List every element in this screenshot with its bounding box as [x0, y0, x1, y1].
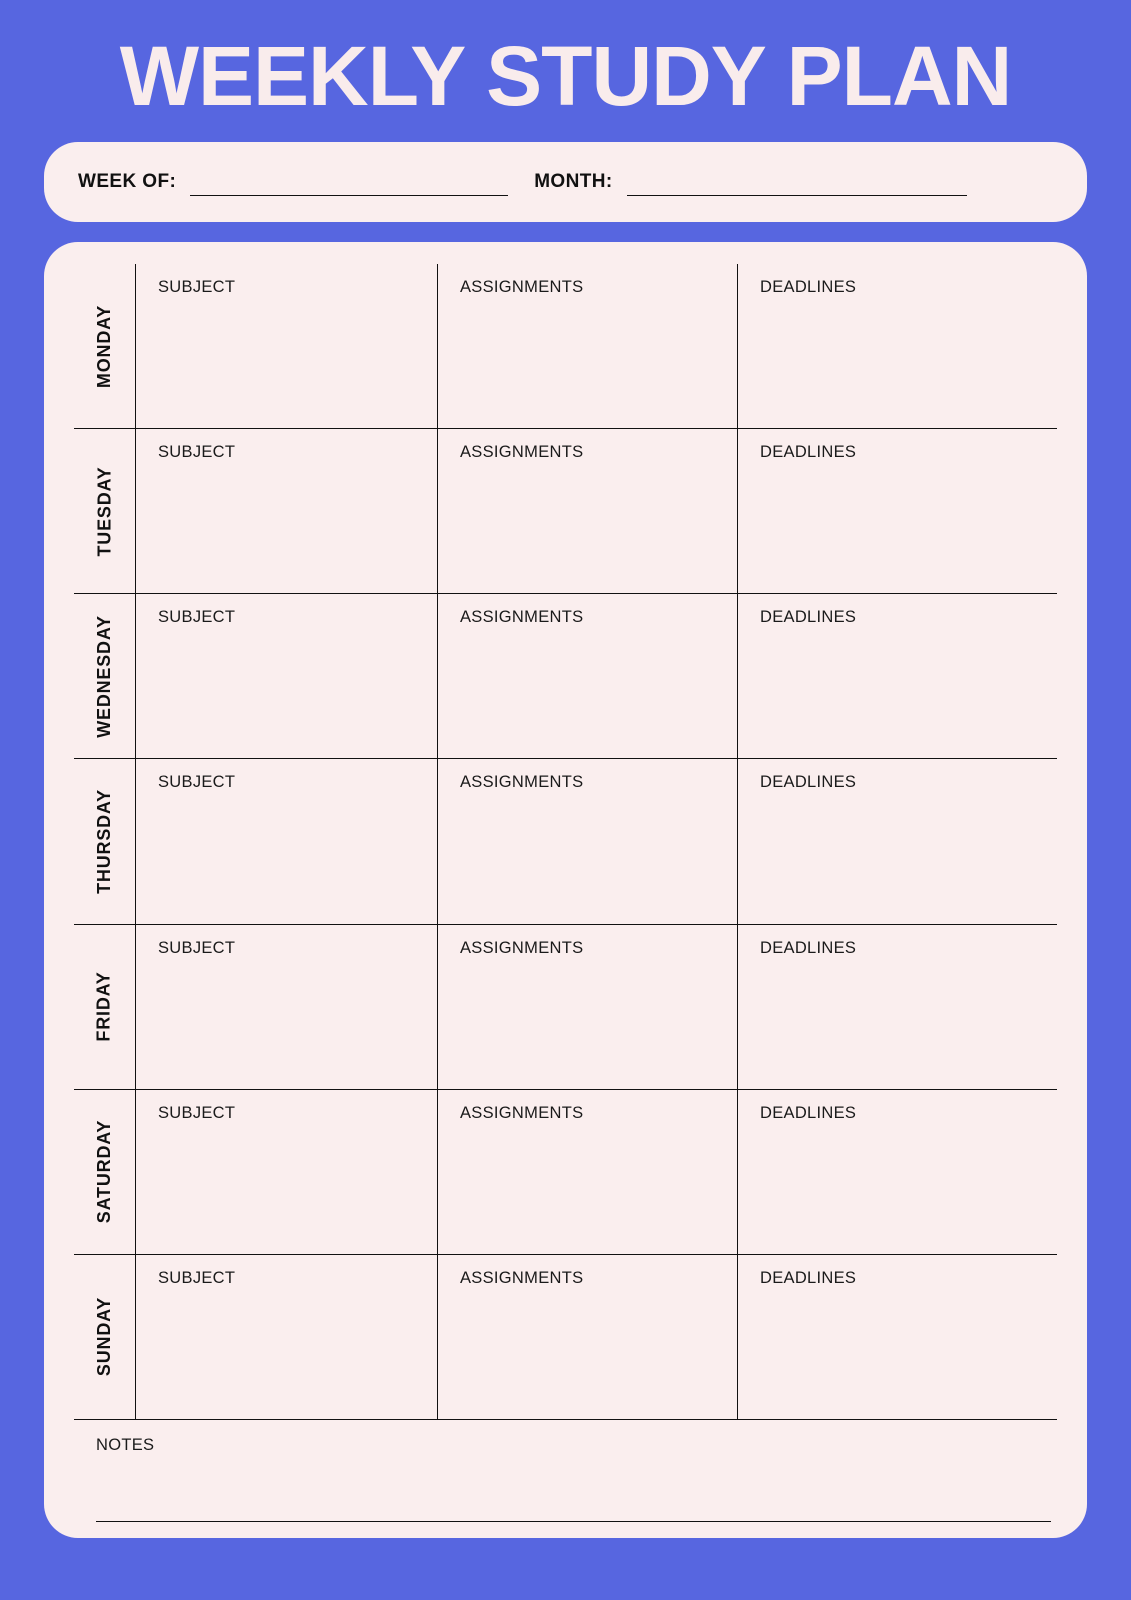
weekly-table [74, 264, 1057, 1420]
cell-subject-wednesday[interactable] [136, 594, 438, 758]
column-header-assignments: ASSIGNMENTS [460, 773, 584, 792]
day-name: MONDAY [94, 304, 114, 388]
cell-subject-saturday[interactable] [136, 1090, 438, 1254]
column-header-subject: SUBJECT [158, 278, 236, 296]
column-header-deadlines: DEADLINES [760, 608, 857, 627]
cell-deadlines-monday[interactable] [738, 264, 1057, 428]
column-header-assignments: ASSIGNMENTS [460, 443, 584, 462]
day-name: FRIDAY [94, 971, 114, 1042]
cell-deadlines-saturday[interactable] [738, 1090, 1057, 1254]
column-header-subject: SUBJECT [158, 773, 236, 792]
table-row [74, 429, 1057, 594]
column-header-subject: SUBJECT [158, 938, 236, 957]
column-header-deadlines: DEADLINES [760, 278, 857, 296]
day-name: TUESDAY [94, 466, 114, 557]
column-header-subject: SUBJECT [158, 608, 236, 627]
day-label-monday [74, 264, 136, 428]
column-header-assignments: ASSIGNMENTS [460, 938, 584, 957]
cell-deadlines-sunday[interactable] [738, 1255, 1057, 1419]
cell-subject-sunday[interactable] [136, 1255, 438, 1419]
column-header-subject: SUBJECT [158, 1268, 236, 1287]
column-header-deadlines: DEADLINES [760, 773, 857, 792]
notes-label: NOTES [96, 1436, 155, 1454]
column-header-deadlines: DEADLINES [760, 938, 857, 957]
cell-subject-tuesday[interactable] [136, 429, 438, 593]
day-label-tuesday [74, 429, 136, 593]
day-label-thursday [74, 759, 136, 923]
header-fields-bar [44, 142, 1087, 222]
column-header-assignments: ASSIGNMENTS [460, 608, 584, 627]
cell-assignments-wednesday[interactable] [438, 594, 738, 758]
table-row [74, 759, 1057, 924]
column-header-subject: SUBJECT [158, 443, 236, 462]
cell-assignments-sunday[interactable] [438, 1255, 738, 1419]
day-name: THURSDAY [94, 789, 114, 894]
month-input[interactable] [627, 195, 967, 196]
month-label: MONTH: [534, 171, 613, 192]
cell-subject-monday[interactable] [136, 264, 438, 428]
table-row [74, 594, 1057, 759]
cell-deadlines-wednesday[interactable] [738, 594, 1057, 758]
cell-assignments-thursday[interactable] [438, 759, 738, 923]
column-header-deadlines: DEADLINES [760, 1103, 857, 1122]
cell-assignments-saturday[interactable] [438, 1090, 738, 1254]
cell-assignments-tuesday[interactable] [438, 429, 738, 593]
notes-input-rule[interactable] [96, 1521, 1051, 1522]
day-name: SATURDAY [94, 1120, 115, 1224]
day-label-saturday [74, 1090, 136, 1254]
weekly-table-card [44, 242, 1087, 1538]
day-name: WEDNESDAY [94, 615, 114, 738]
column-header-assignments: ASSIGNMENTS [460, 1103, 584, 1122]
table-row [74, 1090, 1057, 1255]
cell-deadlines-friday[interactable] [738, 925, 1057, 1089]
day-label-sunday [74, 1255, 136, 1419]
cell-assignments-friday[interactable] [438, 925, 738, 1089]
column-header-deadlines: DEADLINES [760, 1268, 857, 1287]
cell-deadlines-tuesday[interactable] [738, 429, 1057, 593]
cell-deadlines-thursday[interactable] [738, 759, 1057, 923]
column-header-assignments: ASSIGNMENTS [460, 1268, 584, 1287]
week-of-label: WEEK OF: [78, 171, 177, 192]
table-row [74, 264, 1057, 429]
notes-section[interactable] [74, 1420, 1057, 1538]
page-title: WEEKLY STUDY PLAN [119, 29, 1012, 123]
day-label-wednesday [74, 594, 136, 758]
column-header-subject: SUBJECT [158, 1103, 236, 1122]
table-row [74, 1255, 1057, 1420]
day-label-friday [74, 925, 136, 1089]
cell-subject-thursday[interactable] [136, 759, 438, 923]
week-of-input[interactable] [190, 195, 508, 196]
table-row [74, 925, 1057, 1090]
column-header-deadlines: DEADLINES [760, 443, 857, 462]
day-name: SUNDAY [94, 1297, 114, 1377]
column-header-assignments: ASSIGNMENTS [460, 278, 584, 296]
cell-assignments-monday[interactable] [438, 264, 738, 428]
cell-subject-friday[interactable] [136, 925, 438, 1089]
